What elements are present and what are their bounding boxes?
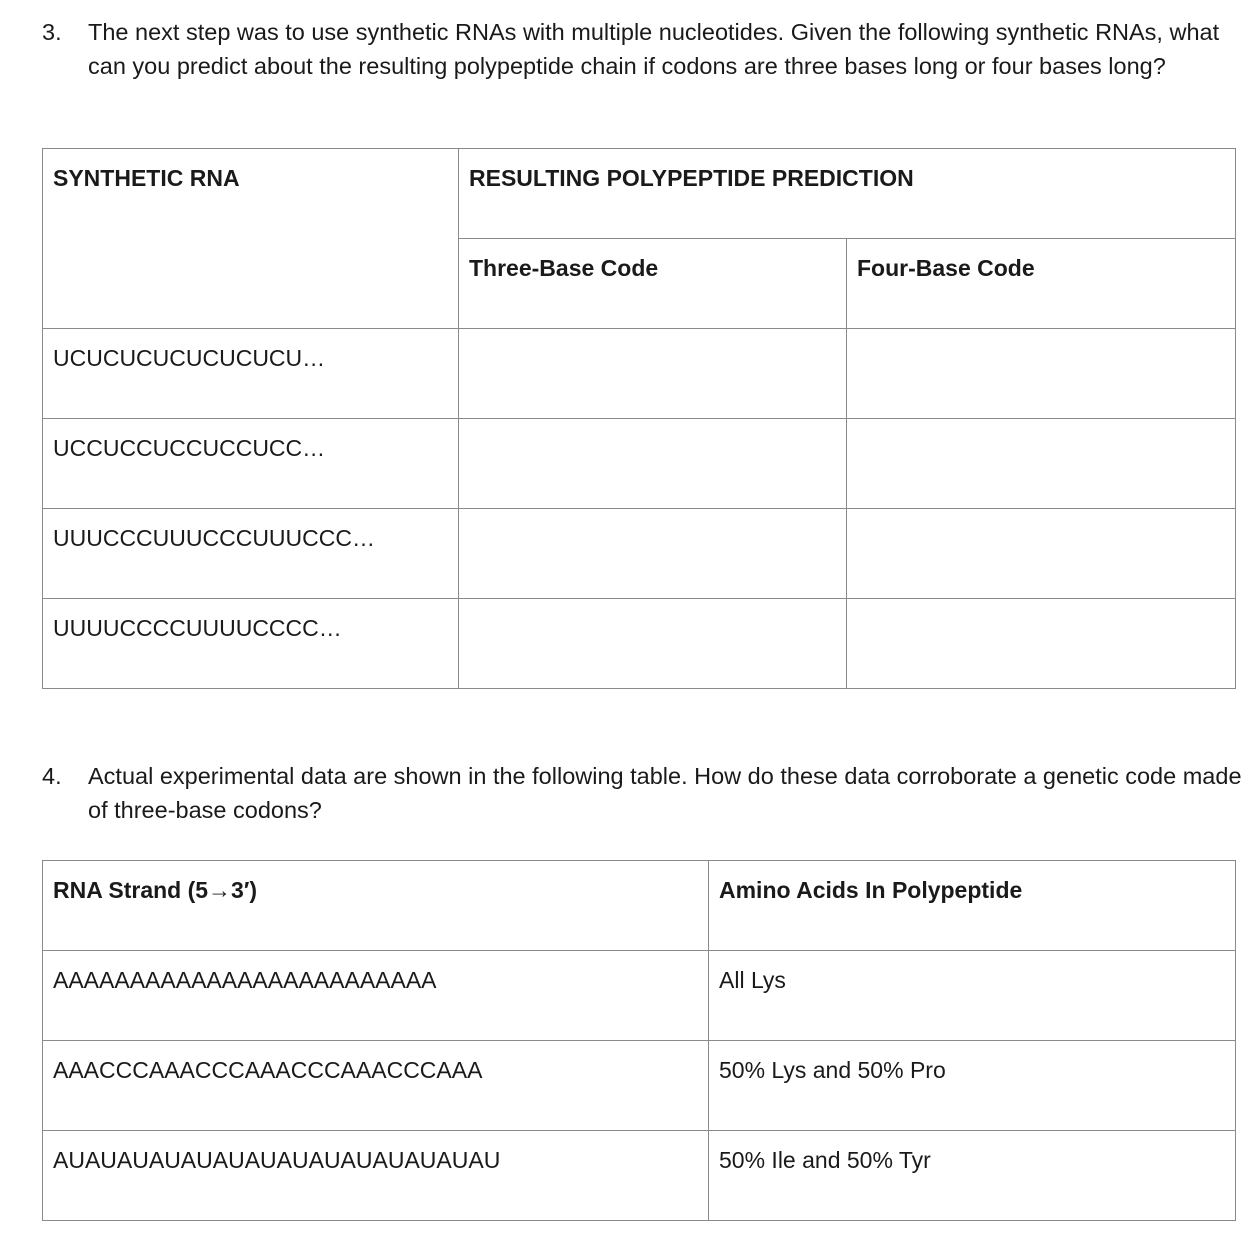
question-3 bbox=[42, 15, 1242, 83]
rna-strand-header: RNA Strand (5→3′) bbox=[43, 861, 709, 951]
amino-acids-cell: All Lys bbox=[709, 951, 1236, 1041]
table-row bbox=[43, 951, 1236, 1041]
table-row bbox=[43, 509, 1236, 599]
synthetic-rna-cell: UCUCUCUCUCUCUCU… bbox=[43, 329, 459, 419]
question-4-number: 4. bbox=[42, 763, 62, 789]
table-row bbox=[43, 329, 1236, 419]
table-row bbox=[43, 599, 1236, 689]
four-base-answer-cell[interactable] bbox=[847, 599, 1236, 689]
four-base-answer-cell[interactable] bbox=[847, 509, 1236, 599]
synthetic-rna-header: SYNTHETIC RNA bbox=[43, 149, 459, 329]
table-row bbox=[43, 1041, 1236, 1131]
three-base-answer-cell[interactable] bbox=[459, 509, 847, 599]
four-base-answer-cell[interactable] bbox=[847, 419, 1236, 509]
three-base-answer-cell[interactable] bbox=[459, 419, 847, 509]
three-base-answer-cell[interactable] bbox=[459, 329, 847, 419]
synthetic-rna-cell: UUUCCCUUUCCCUUUCCC… bbox=[43, 509, 459, 599]
rna-strand-cell: AAACCCAAACCCAAACCCAAACCCAAA bbox=[43, 1041, 709, 1131]
amino-acids-header: Amino Acids In Polypeptide bbox=[709, 861, 1236, 951]
resulting-polypeptide-header: RESULTING POLYPEPTIDE PREDICTION bbox=[459, 149, 1236, 239]
table-row bbox=[43, 1131, 1236, 1221]
amino-acids-cell: 50% Ile and 50% Tyr bbox=[709, 1131, 1236, 1221]
synthetic-rna-table bbox=[42, 148, 1236, 689]
question-4-text: Actual experimental data are shown in the following table. How do these data corroborate a genetic code made of three-base codons? bbox=[88, 763, 1242, 823]
question-4 bbox=[42, 759, 1242, 827]
four-base-answer-cell[interactable] bbox=[847, 329, 1236, 419]
amino-acids-cell: 50% Lys and 50% Pro bbox=[709, 1041, 1236, 1131]
synthetic-rna-cell: UCCUCCUCCUCCUCC… bbox=[43, 419, 459, 509]
table-header-row bbox=[43, 149, 1236, 239]
rna-strand-cell: AUAUAUAUAUAUAUAUAUAUAUAUAUAU bbox=[43, 1131, 709, 1221]
table-header-row bbox=[43, 861, 1236, 951]
three-base-code-header: Three-Base Code bbox=[459, 239, 847, 329]
three-base-answer-cell[interactable] bbox=[459, 599, 847, 689]
table-row bbox=[43, 419, 1236, 509]
rna-strand-cell: AAAAAAAAAAAAAAAAAAAAAAAAA bbox=[43, 951, 709, 1041]
question-3-text: The next step was to use synthetic RNAs with multiple nucleotides. Given the following synthetic RNAs, what can you predict about the resulting polypeptide chain if codons are three bases long or four bases long? bbox=[88, 19, 1220, 79]
synthetic-rna-cell: UUUUCCCCUUUUCCCC… bbox=[43, 599, 459, 689]
experimental-data-table bbox=[42, 860, 1236, 1221]
four-base-code-header: Four-Base Code bbox=[847, 239, 1236, 329]
question-3-number: 3. bbox=[42, 19, 62, 45]
